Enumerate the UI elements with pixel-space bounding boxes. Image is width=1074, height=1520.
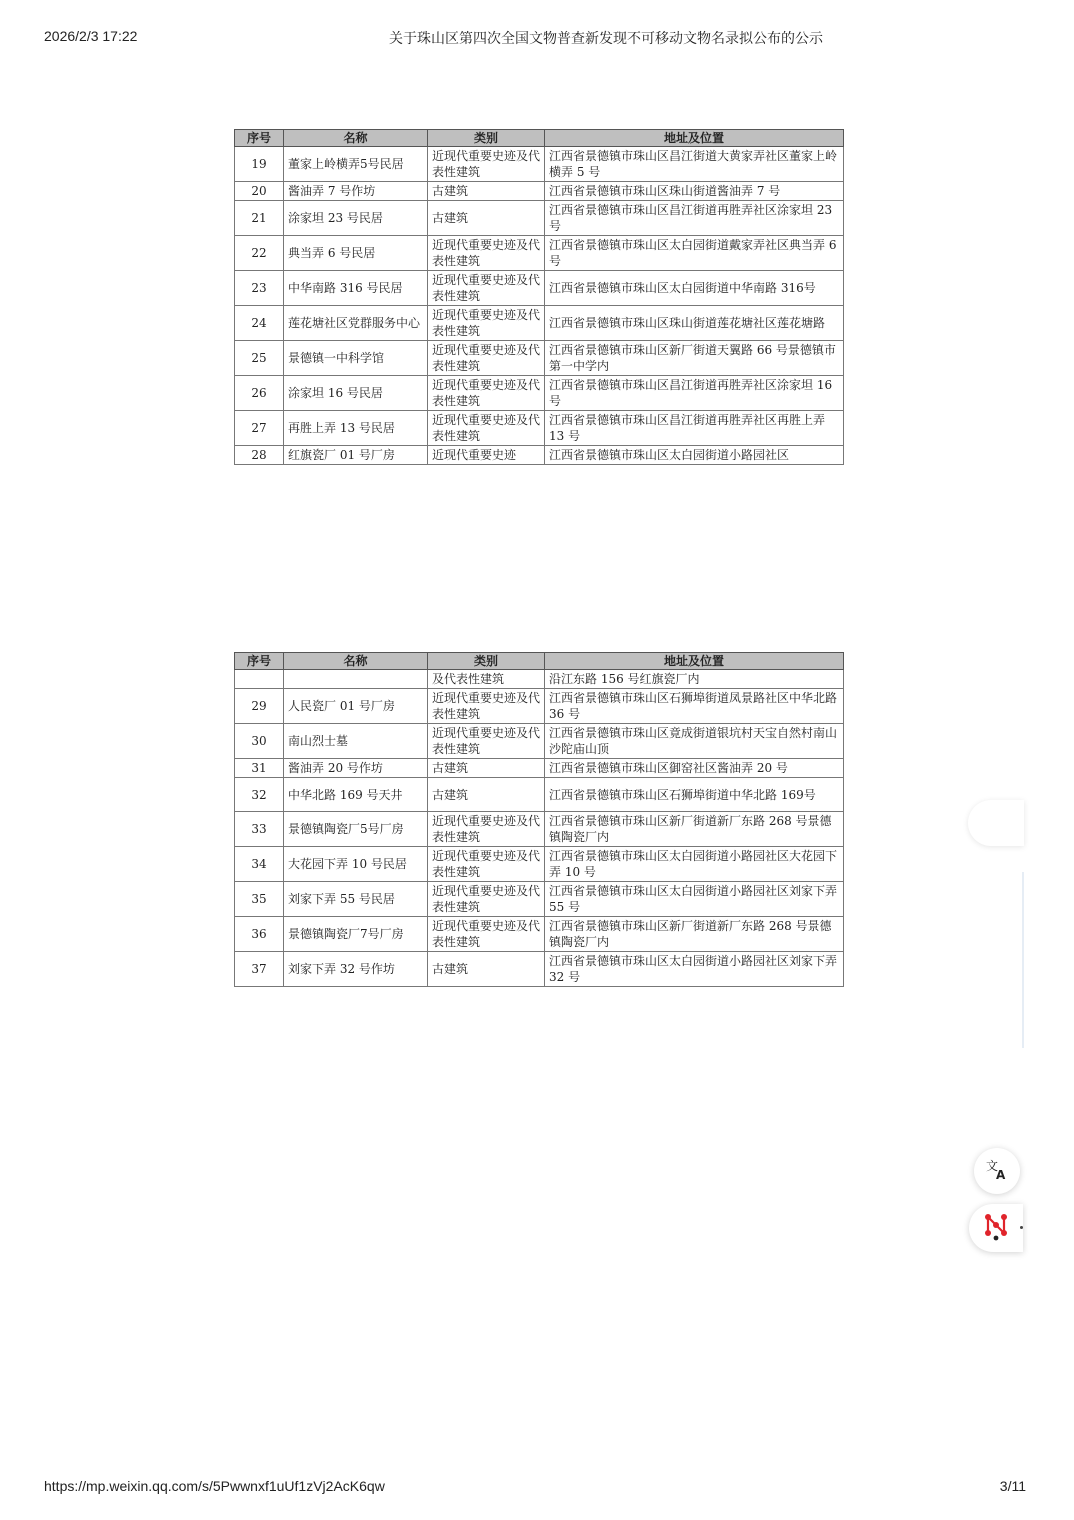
- cell-no: 34: [235, 847, 284, 882]
- col-header-name: 名称: [284, 130, 428, 147]
- table-row: [235, 778, 844, 812]
- cell-name: 涂家坦 23 号民居: [284, 201, 428, 236]
- table-row: [235, 812, 844, 847]
- cell-type: 近现代重要史迹及代表性建筑: [428, 689, 545, 724]
- cell-type: 近现代重要史迹及代表性建筑: [428, 147, 545, 182]
- cell-no: 35: [235, 882, 284, 917]
- side-panel-tab[interactable]: [968, 800, 1024, 846]
- page-number: 3/11: [999, 1478, 1026, 1494]
- cell-name: [284, 670, 428, 689]
- table-row: [235, 306, 844, 341]
- cell-address: 江西省景德镇市珠山区珠山街道酱油弄 7 号: [545, 182, 844, 201]
- table-row: [235, 147, 844, 182]
- cell-type: 近现代重要史迹及代表性建筑: [428, 917, 545, 952]
- cell-address: 江西省景德镇市珠山区新厂街道新厂东路 268 号景德镇陶瓷厂内: [545, 812, 844, 847]
- table-row: [235, 759, 844, 778]
- cell-address: 江西省景德镇市珠山区珠山街道莲花塘社区莲花塘路: [545, 306, 844, 341]
- heritage-table-1: [234, 129, 844, 465]
- col-header-name: 名称: [284, 653, 428, 670]
- cell-type: 近现代重要史迹及代表性建筑: [428, 236, 545, 271]
- cell-address: 江西省景德镇市珠山区太白园街道小路园社区刘家下弄 32 号: [545, 952, 844, 987]
- cell-no: 28: [235, 446, 284, 465]
- cell-address: 江西省景德镇市珠山区御窑社区酱油弄 20 号: [545, 759, 844, 778]
- cell-name: 酱油弄 20 号作坊: [284, 759, 428, 778]
- cell-address: 江西省景德镇市珠山区新厂街道新厂东路 268 号景德镇陶瓷厂内: [545, 917, 844, 952]
- cell-name: 红旗瓷厂 01 号厂房: [284, 446, 428, 465]
- page-title: 关于珠山区第四次全国文物普查新发现不可移动文物名录拟公布的公示: [389, 30, 823, 46]
- ai-assistant-button[interactable]: [969, 1204, 1023, 1252]
- cell-address: 江西省景德镇市珠山区石狮埠街道凤景路社区中华北路 36 号: [545, 689, 844, 724]
- cell-type: 近现代重要史迹及代表性建筑: [428, 882, 545, 917]
- col-header-address: 地址及位置: [545, 653, 844, 670]
- cell-no: 26: [235, 376, 284, 411]
- cell-name: 刘家下弄 55 号民居: [284, 882, 428, 917]
- cell-type: 古建筑: [428, 759, 545, 778]
- cell-no: 22: [235, 236, 284, 271]
- cell-name: 酱油弄 7 号作坊: [284, 182, 428, 201]
- table-row: [235, 882, 844, 917]
- cell-address: 江西省景德镇市珠山区昌江街道再胜弄社区涂家坦 16 号: [545, 376, 844, 411]
- cell-no: 37: [235, 952, 284, 987]
- table-row: [235, 271, 844, 306]
- cell-no: 25: [235, 341, 284, 376]
- cell-name: 人民瓷厂 01 号厂房: [284, 689, 428, 724]
- cell-name: 景德镇陶瓷厂7号厂房: [284, 917, 428, 952]
- table-row: [235, 689, 844, 724]
- print-datetime: 2026/2/3 17:22: [44, 28, 138, 44]
- cell-name: 中华南路 316 号民居: [284, 271, 428, 306]
- cell-address: 江西省景德镇市珠山区石狮埠街道中华北路 169号: [545, 778, 844, 812]
- col-header-type: 类别: [428, 130, 545, 147]
- cell-no: 29: [235, 689, 284, 724]
- table-row: [235, 341, 844, 376]
- cell-no: 21: [235, 201, 284, 236]
- cell-type: 近现代重要史迹及代表性建筑: [428, 376, 545, 411]
- cell-no: 24: [235, 306, 284, 341]
- table-header-row: [235, 653, 844, 670]
- table-row: [235, 917, 844, 952]
- col-header-no: 序号: [235, 653, 284, 670]
- svg-text:A: A: [996, 1167, 1006, 1181]
- table-header-row: [235, 130, 844, 147]
- cell-type: 近现代重要史迹及代表性建筑: [428, 724, 545, 759]
- cell-address: 江西省景德镇市珠山区竟成街道银坑村天宝自然村南山沙陀庙山顶: [545, 724, 844, 759]
- cell-address: 江西省景德镇市珠山区太白园街道小路园社区: [545, 446, 844, 465]
- cell-name: 大花园下弄 10 号民居: [284, 847, 428, 882]
- cell-type: 近现代重要史迹及代表性建筑: [428, 411, 545, 446]
- cell-type: 及代表性建筑: [428, 670, 545, 689]
- cell-name: 董家上岭横弄5号民居: [284, 147, 428, 182]
- table-row: [235, 201, 844, 236]
- col-header-address: 地址及位置: [545, 130, 844, 147]
- cell-name: 景德镇一中科学馆: [284, 341, 428, 376]
- ai-menu-dot: [1020, 1226, 1023, 1229]
- cell-address: 江西省景德镇市珠山区太白园街道戴家弄社区典当弄 6 号: [545, 236, 844, 271]
- cell-no: 33: [235, 812, 284, 847]
- ai-assistant-icon: [981, 1211, 1011, 1246]
- col-header-no: 序号: [235, 130, 284, 147]
- svg-text:文: 文: [986, 1158, 999, 1173]
- cell-name: 中华北路 169 号天井: [284, 778, 428, 812]
- cell-name: 刘家下弄 32 号作坊: [284, 952, 428, 987]
- cell-address: 江西省景德镇市珠山区昌江街道大黄家弄社区董家上岭横弄 5 号: [545, 147, 844, 182]
- table-row: [235, 376, 844, 411]
- table-row: [235, 670, 844, 689]
- table-row: [235, 952, 844, 987]
- cell-type: 近现代重要史迹及代表性建筑: [428, 812, 545, 847]
- table-row: [235, 446, 844, 465]
- side-scroll-track[interactable]: [1022, 872, 1024, 1048]
- cell-name: 再胜上弄 13 号民居: [284, 411, 428, 446]
- table-row: [235, 236, 844, 271]
- cell-name: 莲花塘社区党群服务中心: [284, 306, 428, 341]
- cell-type: 古建筑: [428, 182, 545, 201]
- heritage-table-2: [234, 652, 844, 987]
- cell-no: 27: [235, 411, 284, 446]
- cell-name: 南山烈士墓: [284, 724, 428, 759]
- cell-address: 江西省景德镇市珠山区太白园街道中华南路 316号: [545, 271, 844, 306]
- table-row: [235, 724, 844, 759]
- cell-address: 江西省景德镇市珠山区太白园街道小路园社区刘家下弄 55 号: [545, 882, 844, 917]
- cell-address: 江西省景德镇市珠山区新厂街道天翼路 66 号景德镇市第一中学内: [545, 341, 844, 376]
- cell-no: 23: [235, 271, 284, 306]
- translate-button[interactable]: [974, 1148, 1020, 1194]
- cell-type: 近现代重要史迹及代表性建筑: [428, 341, 545, 376]
- cell-address: 江西省景德镇市珠山区昌江街道再胜弄社区涂家坦 23 号: [545, 201, 844, 236]
- cell-address: 沿江东路 156 号红旗瓷厂内: [545, 670, 844, 689]
- table-row: [235, 182, 844, 201]
- page-url: https://mp.weixin.qq.com/s/5Pwwnxf1uUf1zVj2AcK6qw: [44, 1478, 385, 1494]
- cell-name: 涂家坦 16 号民居: [284, 376, 428, 411]
- translate-icon: [985, 1157, 1009, 1186]
- cell-no: 36: [235, 917, 284, 952]
- cell-type: 古建筑: [428, 778, 545, 812]
- cell-no: 20: [235, 182, 284, 201]
- cell-no: 31: [235, 759, 284, 778]
- table-row: [235, 411, 844, 446]
- cell-address: 江西省景德镇市珠山区太白园街道小路园社区大花园下弄 10 号: [545, 847, 844, 882]
- cell-address: 江西省景德镇市珠山区昌江街道再胜弄社区再胜上弄 13 号: [545, 411, 844, 446]
- cell-type: 古建筑: [428, 952, 545, 987]
- cell-name: 典当弄 6 号民居: [284, 236, 428, 271]
- cell-no: 19: [235, 147, 284, 182]
- cell-type: 近现代重要史迹及代表性建筑: [428, 306, 545, 341]
- col-header-type: 类别: [428, 653, 545, 670]
- table-row: [235, 847, 844, 882]
- cell-type: 古建筑: [428, 201, 545, 236]
- cell-type: 近现代重要史迹: [428, 446, 545, 465]
- cell-no: [235, 670, 284, 689]
- cell-type: 近现代重要史迹及代表性建筑: [428, 271, 545, 306]
- cell-type: 近现代重要史迹及代表性建筑: [428, 847, 545, 882]
- cell-no: 30: [235, 724, 284, 759]
- cell-no: 32: [235, 778, 284, 812]
- cell-name: 景德镇陶瓷厂5号厂房: [284, 812, 428, 847]
